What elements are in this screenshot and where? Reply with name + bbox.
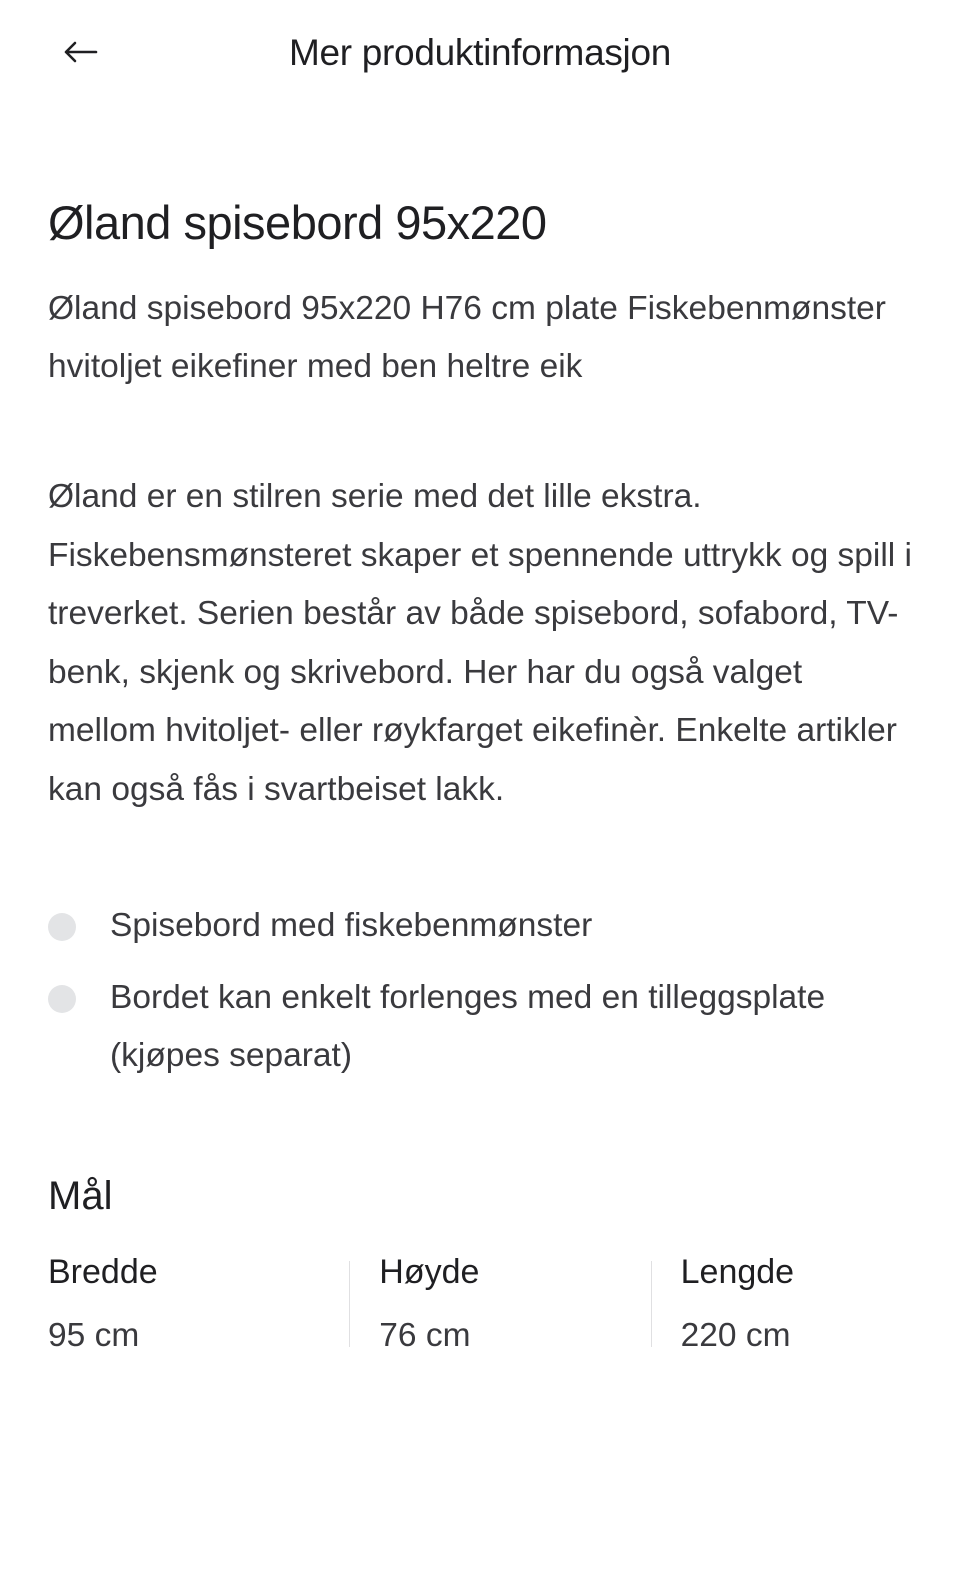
dimension-value: 76 cm [379,1317,471,1354]
feature-text: Bordet kan enkelt forlenges med en tilleggsplate (kjøpes separat) [110,979,826,1074]
dimensions-title: Mål [48,1174,113,1218]
dimension-width [48,1249,349,1359]
product-info [48,188,912,1359]
dimension-height [349,1249,650,1359]
dimension-value: 220 cm [680,1317,791,1354]
header [0,0,960,108]
dimension-label: Lengde [680,1253,795,1291]
dimension-label: Bredde [48,1253,158,1291]
dimensions-table [48,1249,952,1359]
page-title: Mer produktinformasjon [288,32,672,73]
dimension-length [651,1249,952,1359]
product-title: Øland spisebord 95x220 [48,196,547,249]
bullet-dot-icon [48,985,76,1013]
dimension-value: 95 cm [48,1317,140,1354]
bullet-dot-icon [48,913,76,941]
product-description: Øland er en stilren serie med det lille ekstra. Fiskebensmønsteret skaper et spennende uttrykk og spill i treverket. Serien består av både spisebord, sofabord, TV-benk, skjenk og skrivebord. Her har du også valget mellom hvitoljet- eller røykfarget eikefinèr. Enkelte artikler kan også fås i svartbeiset lakk. [48,478,912,808]
dimension-label: Høyde [379,1253,480,1291]
feature-list [48,897,912,1085]
product-lead: Øland spisebord 95x220 H76 cm plate Fiskebenmønster hvitoljet eikefiner med ben heltre eik [48,290,886,385]
feature-text: Spisebord med fiskebenmønster [110,907,593,944]
list-item [48,897,912,955]
list-item [48,969,912,1085]
